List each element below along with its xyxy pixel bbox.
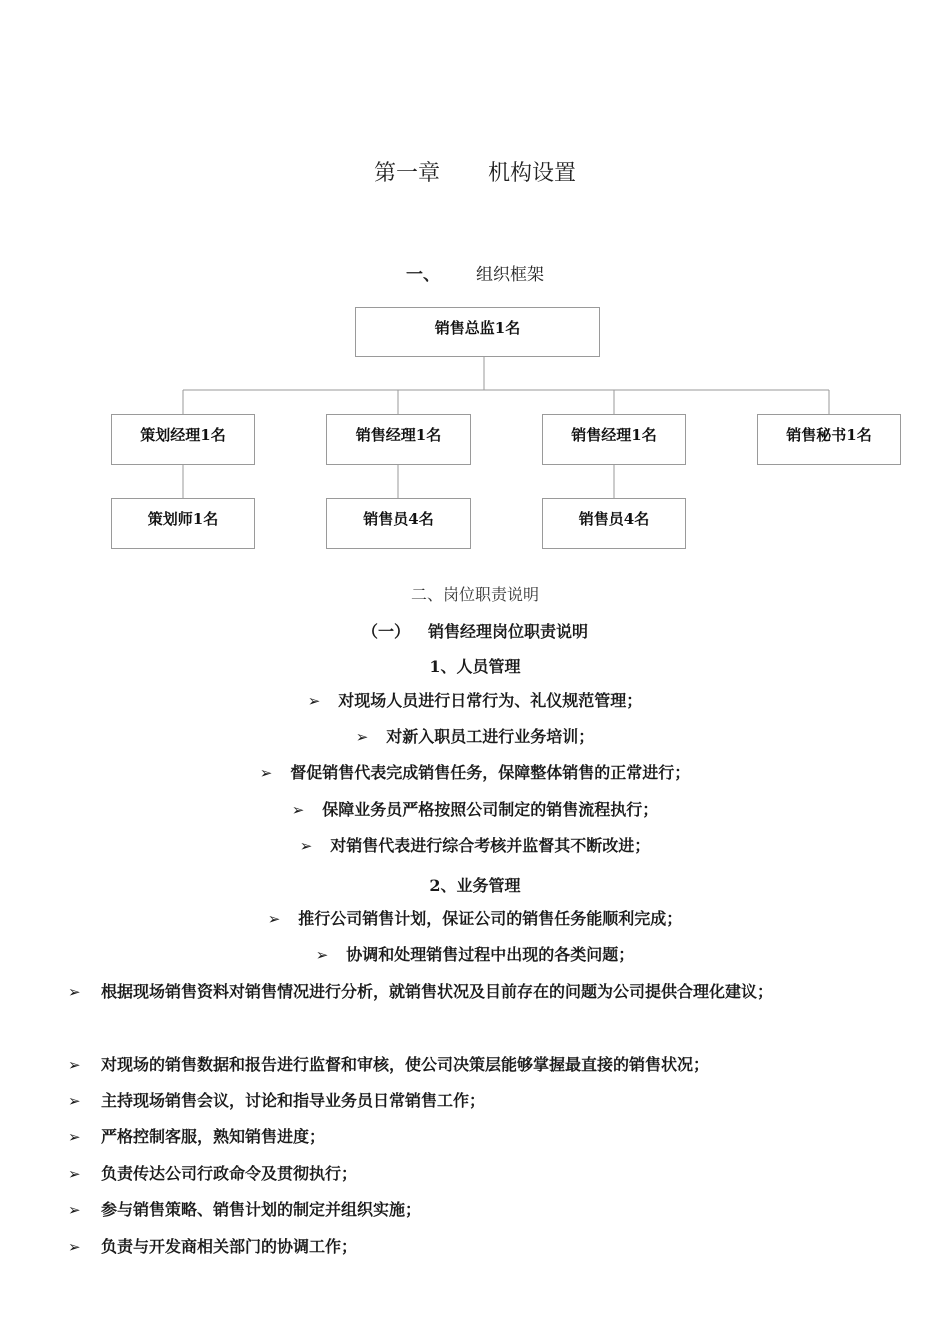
arrow-bullet-icon: ➢ bbox=[68, 1056, 81, 1074]
org-box-sales-manager-2: 销售经理1名 bbox=[542, 414, 686, 465]
list-item: ➢ 对现场人员进行日常行为、礼仪规范管理； bbox=[307, 691, 643, 710]
list-item: ➢ 推行公司销售计划，保证公司的销售任务能顺利完成； bbox=[267, 909, 683, 928]
list-item: ➢ 协调和处理销售过程中出现的各类问题； bbox=[315, 945, 635, 964]
arrow-bullet-icon: ➢ bbox=[315, 946, 329, 964]
arrow-bullet-icon: ➢ bbox=[307, 692, 321, 710]
arrow-bullet-icon: ➢ bbox=[291, 801, 305, 819]
arrow-bullet-icon: ➢ bbox=[259, 764, 273, 782]
list-item: ➢ 对现场的销售数据和报告进行监督和审核，使公司决策层能够掌握最直接的销售状况； bbox=[68, 1055, 710, 1074]
org-box-salesperson-2: 销售员4名 bbox=[542, 498, 686, 549]
list-item: ➢ 督促销售代表完成销售任务，保障整体销售的正常进行； bbox=[259, 763, 691, 782]
org-box-sales-director: 销售总监1名 bbox=[355, 307, 600, 357]
org-box-sales-secretary: 销售秘书1名 bbox=[757, 414, 901, 465]
arrow-bullet-icon: ➢ bbox=[68, 983, 81, 1001]
list-item: ➢ 根据现场销售资料对销售情况进行分析，就销售状况及目前存在的问题为公司提供合理化建议； bbox=[68, 982, 774, 1001]
arrow-bullet-icon: ➢ bbox=[299, 837, 313, 855]
list-item: ➢ 负责与开发商相关部门的协调工作； bbox=[68, 1237, 358, 1256]
org-box-planning-manager: 策划经理1名 bbox=[111, 414, 255, 465]
list-item: ➢ 保障业务员严格按照公司制定的销售流程执行； bbox=[291, 800, 659, 819]
list-item: ➢ 严格控制客服，熟知销售进度； bbox=[68, 1127, 326, 1146]
chapter-title bbox=[0, 156, 950, 187]
part-heading-personnel: 1、人员管理 bbox=[429, 657, 521, 676]
subsection-number: （一） bbox=[361, 622, 410, 641]
arrow-bullet-icon: ➢ bbox=[68, 1238, 81, 1256]
list-item: ➢ 主持现场销售会议，讨论和指导业务员日常销售工作； bbox=[68, 1091, 486, 1110]
org-box-salesperson-1: 销售员4名 bbox=[326, 498, 471, 549]
arrow-bullet-icon: ➢ bbox=[68, 1092, 81, 1110]
section-heading-org bbox=[0, 260, 950, 285]
section-number: 一、 bbox=[406, 265, 440, 285]
list-item: ➢ 参与销售策略、销售计划的制定并组织实施； bbox=[68, 1200, 422, 1219]
arrow-bullet-icon: ➢ bbox=[68, 1201, 81, 1219]
list-item: ➢ 负责传达公司行政命令及贯彻执行； bbox=[68, 1164, 358, 1183]
arrow-bullet-icon: ➢ bbox=[68, 1128, 81, 1146]
org-box-sales-manager-1: 销售经理1名 bbox=[326, 414, 471, 465]
list-item: ➢ 对新入职员工进行业务培训； bbox=[355, 727, 595, 746]
part-heading-business: 2、业务管理 bbox=[429, 876, 521, 895]
chapter-number: 第一章 bbox=[373, 161, 440, 186]
section-title: 组织框架 bbox=[476, 265, 544, 285]
subsection-heading bbox=[0, 619, 950, 642]
arrow-bullet-icon: ➢ bbox=[68, 1165, 81, 1183]
org-box-planner: 策划师1名 bbox=[111, 498, 255, 549]
section-heading-duties: 二、岗位职责说明 bbox=[410, 585, 539, 604]
chapter-name: 机构设置 bbox=[488, 161, 577, 186]
arrow-bullet-icon: ➢ bbox=[355, 728, 369, 746]
subsection-title: 销售经理岗位职责说明 bbox=[428, 622, 589, 641]
arrow-bullet-icon: ➢ bbox=[267, 910, 281, 928]
list-item: ➢ 对销售代表进行综合考核并监督其不断改进； bbox=[299, 836, 651, 855]
